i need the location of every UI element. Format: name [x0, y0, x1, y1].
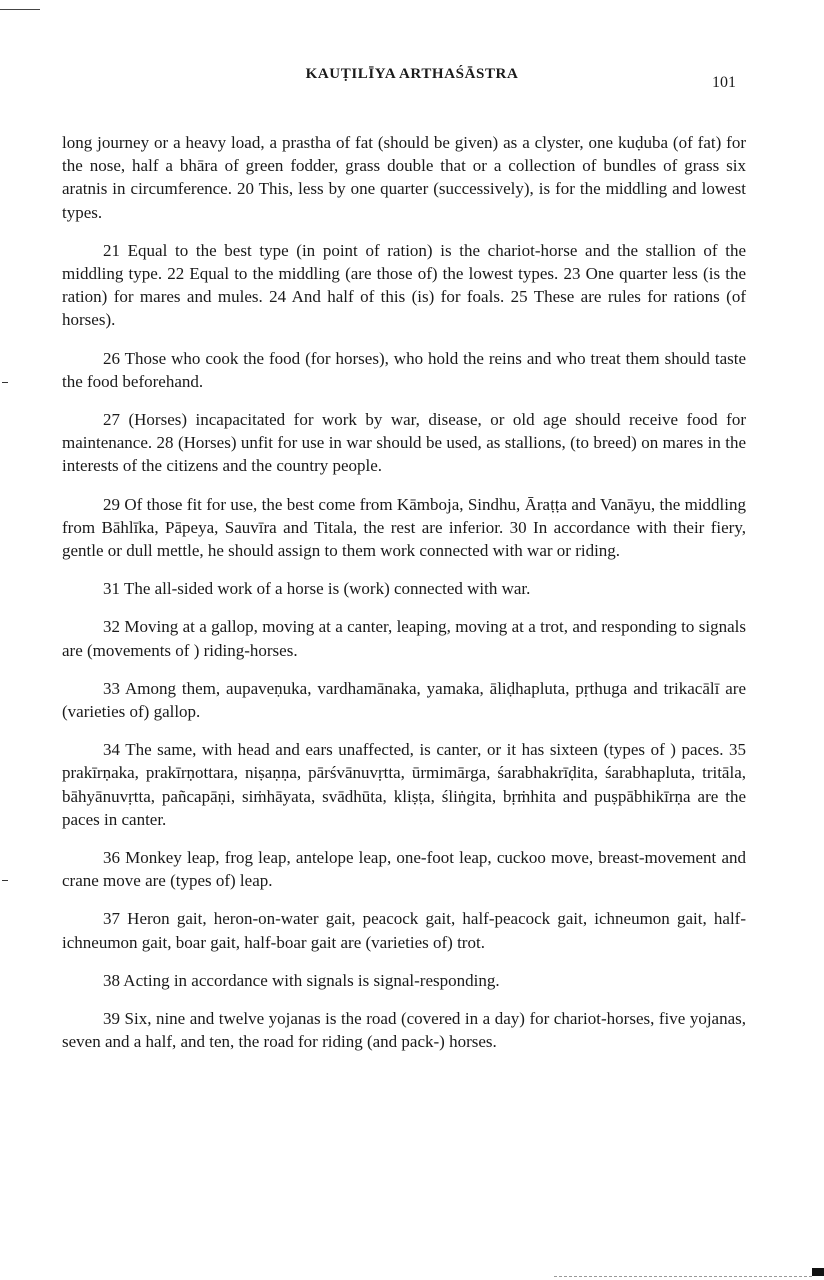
bottom-rule — [554, 1276, 812, 1278]
paragraph: 33 Among them, aupaveṇuka, vardhamānaka, yamaka, āliḍhapluta, pṛthuga and trikacālī are (varieties of) gallop. — [62, 678, 746, 722]
paragraph: 26 Those who cook the food (for horses), who hold the reins and who treat them should taste the food beforehand. — [62, 348, 746, 391]
margin-mark — [2, 382, 8, 383]
paragraph: 21 Equal to the best type (in point of ration) is the chariot-horse and the stallion of the middling type. 22 Equal to the middling (are those of) the lowest types. 23 One quarter less (is the ration) for mares and mules. 24 And half of this (is) for foals. 25 These are rules for rations (of horses). — [62, 240, 746, 330]
paragraph: 34 The same, with head and ears unaffected, is canter, or it has sixteen (types of ) paces. 35 prakīrṇaka, prakīrṇottara, niṣaṇṇa, pārśvānuvṛtta, ūrmimārga, śarabhakrīḍita, śarabhapluta, tritāla, bāhyānuvṛtta, pañcapāṇi, siṁhāyata, svādhūta, kliṣṭa, śliṅgita, bṛṁhita and puṣpābhikīrṇa are the paces in canter. — [62, 740, 746, 829]
paragraph: long journey or a heavy load, a prastha of fat (should be given) as a clyster, one kuḍuba (of fat) for the nose, half a bhāra of green fodder, grass double that or a collection of bundles of grass six aratnis in circumference. 20 This, less by one quarter (successively), is for the middling and lowest types. — [62, 133, 746, 222]
corner-mark — [812, 1268, 824, 1276]
paragraph: 32 Moving at a gallop, moving at a canter, leaping, moving at a trot, and responding to signals are (movements of ) riding-horses. — [62, 617, 746, 660]
running-head: KAUṬILĪYA ARTHAŚĀSTRA — [305, 66, 519, 82]
page-number: 101 — [712, 74, 736, 91]
paragraph: 31 The all-sided work of a horse is (work) connected with war. — [103, 579, 531, 599]
paragraph: 36 Monkey leap, frog leap, antelope leap, one-foot leap, cuckoo move, breast-movement and crane move are (types of) leap. — [62, 848, 746, 891]
paragraph: 38 Acting in accordance with signals is signal-responding. — [103, 970, 500, 990]
margin-mark — [2, 880, 8, 881]
paragraph: 27 (Horses) incapacitated for work by war, disease, or old age should receive food for maintenance. 28 (Horses) unfit for use in war should be used, as stallions, (to breed) on mares in the interests of the citizens and the country people. — [62, 410, 746, 476]
body-text — [62, 131, 746, 1069]
corner-rule — [0, 9, 40, 10]
paragraph: 37 Heron gait, heron-on-water gait, peacock gait, half-peacock gait, ichneumon gait, half-ichneumon gait, boar gait, half-boar gait are (varieties of) trot. — [62, 909, 746, 952]
paragraph: 39 Six, nine and twelve yojanas is the road (covered in a day) for chariot-horses, five yojanas, seven and a half, and ten, the road for riding (and pack-) horses. — [62, 1009, 746, 1052]
paragraph: 29 Of those fit for use, the best come from Kāmboja, Sindhu, Āraṭṭa and Vanāyu, the middling from Bāhlīka, Pāpeya, Sauvīra and Titala, the rest are inferior. 30 In accordance with their fiery, gentle or dull mettle, he should assign to them work connected with war or riding. — [62, 494, 746, 561]
